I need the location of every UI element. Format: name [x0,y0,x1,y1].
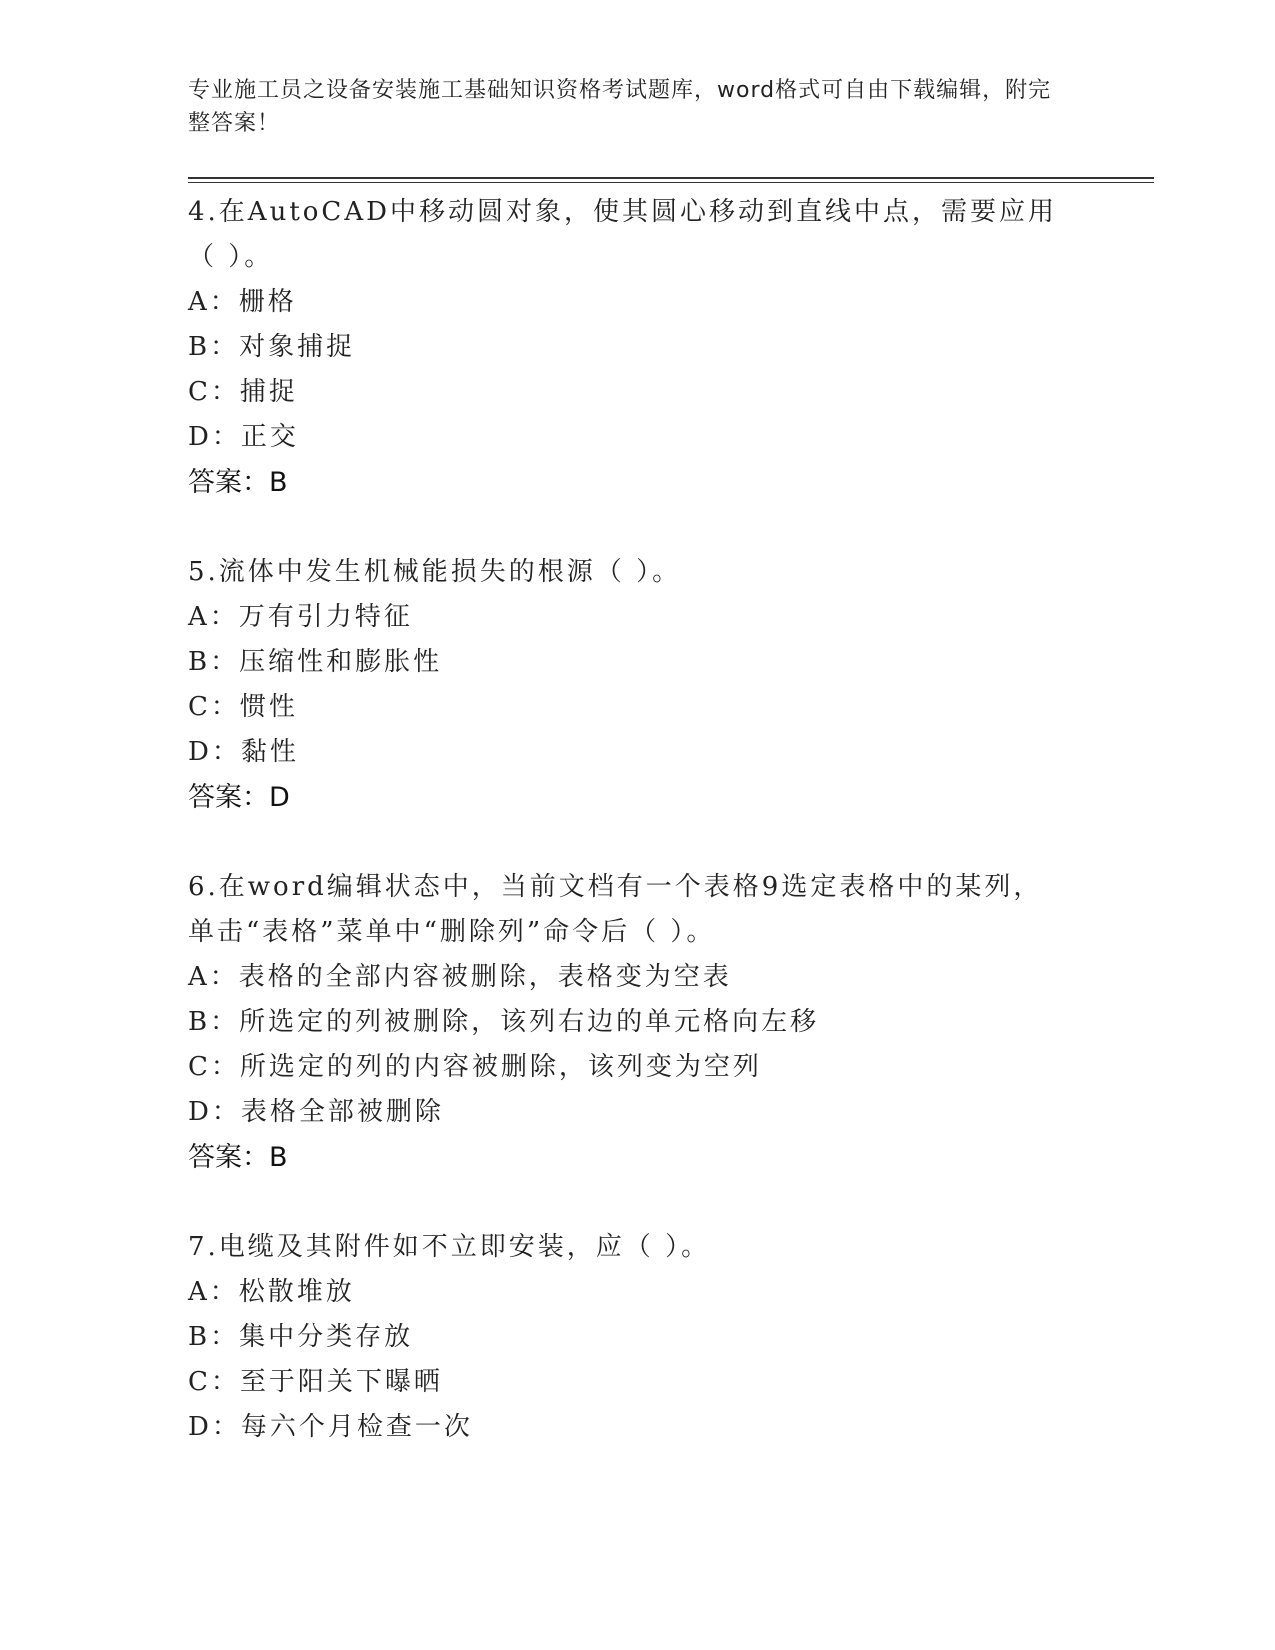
answer: 答案：B [188,1142,288,1173]
option-a: A：松散堆放 [188,1277,355,1307]
option-d: D：表格全部被删除 [188,1097,444,1127]
option-b: B：压缩性和膨胀性 [188,647,443,677]
question-6 [188,865,1088,1180]
question-text: 7.电缆及其附件如不立即安装，应（ ）。 [188,1232,711,1262]
option-c: C：至于阳关下曝晒 [188,1367,443,1397]
option-a: A：栅格 [188,287,297,317]
option-c: C：捕捉 [188,377,298,407]
option-a: A：万有引力特征 [188,602,413,632]
question-text: 4.在AutoCAD中移动圆对象，使其圆心移动到直线中点，需要应用（ ）。 [188,197,1057,272]
answer: 答案：B [188,467,288,498]
option-a: A：表格的全部内容被删除，表格变为空表 [188,962,732,992]
option-d: D：每六个月检查一次 [188,1412,473,1442]
option-b: B：对象捕捉 [188,332,356,362]
header-divider-thick [188,177,1154,179]
option-b: B：集中分类存放 [188,1322,414,1352]
question-list [188,190,1088,1495]
question-5 [188,550,1088,820]
option-b: B：所选定的列被删除，该列右边的单元格向左移 [188,1007,820,1037]
question-text: 6.在word编辑状态中，当前文档有一个表格9选定表格中的某列，单击“表格”菜单中“删除列”命令后（ ）。 [188,872,1043,947]
option-d: D：正交 [188,422,299,452]
header-divider-thin [188,182,1154,183]
question-7 [188,1225,1088,1450]
option-d: D：黏性 [188,737,299,767]
question-4 [188,190,1088,505]
question-text: 5.流体中发生机械能损失的根源（ ）。 [188,557,682,587]
option-c: C：惯性 [188,692,298,722]
option-c: C：所选定的列的内容被删除，该列变为空列 [188,1052,762,1082]
document-header: 专业施工员之设备安装施工基础知识资格考试题库，word格式可自由下载编辑，附完整答案！ [188,78,1052,136]
answer: 答案：D [188,782,290,813]
